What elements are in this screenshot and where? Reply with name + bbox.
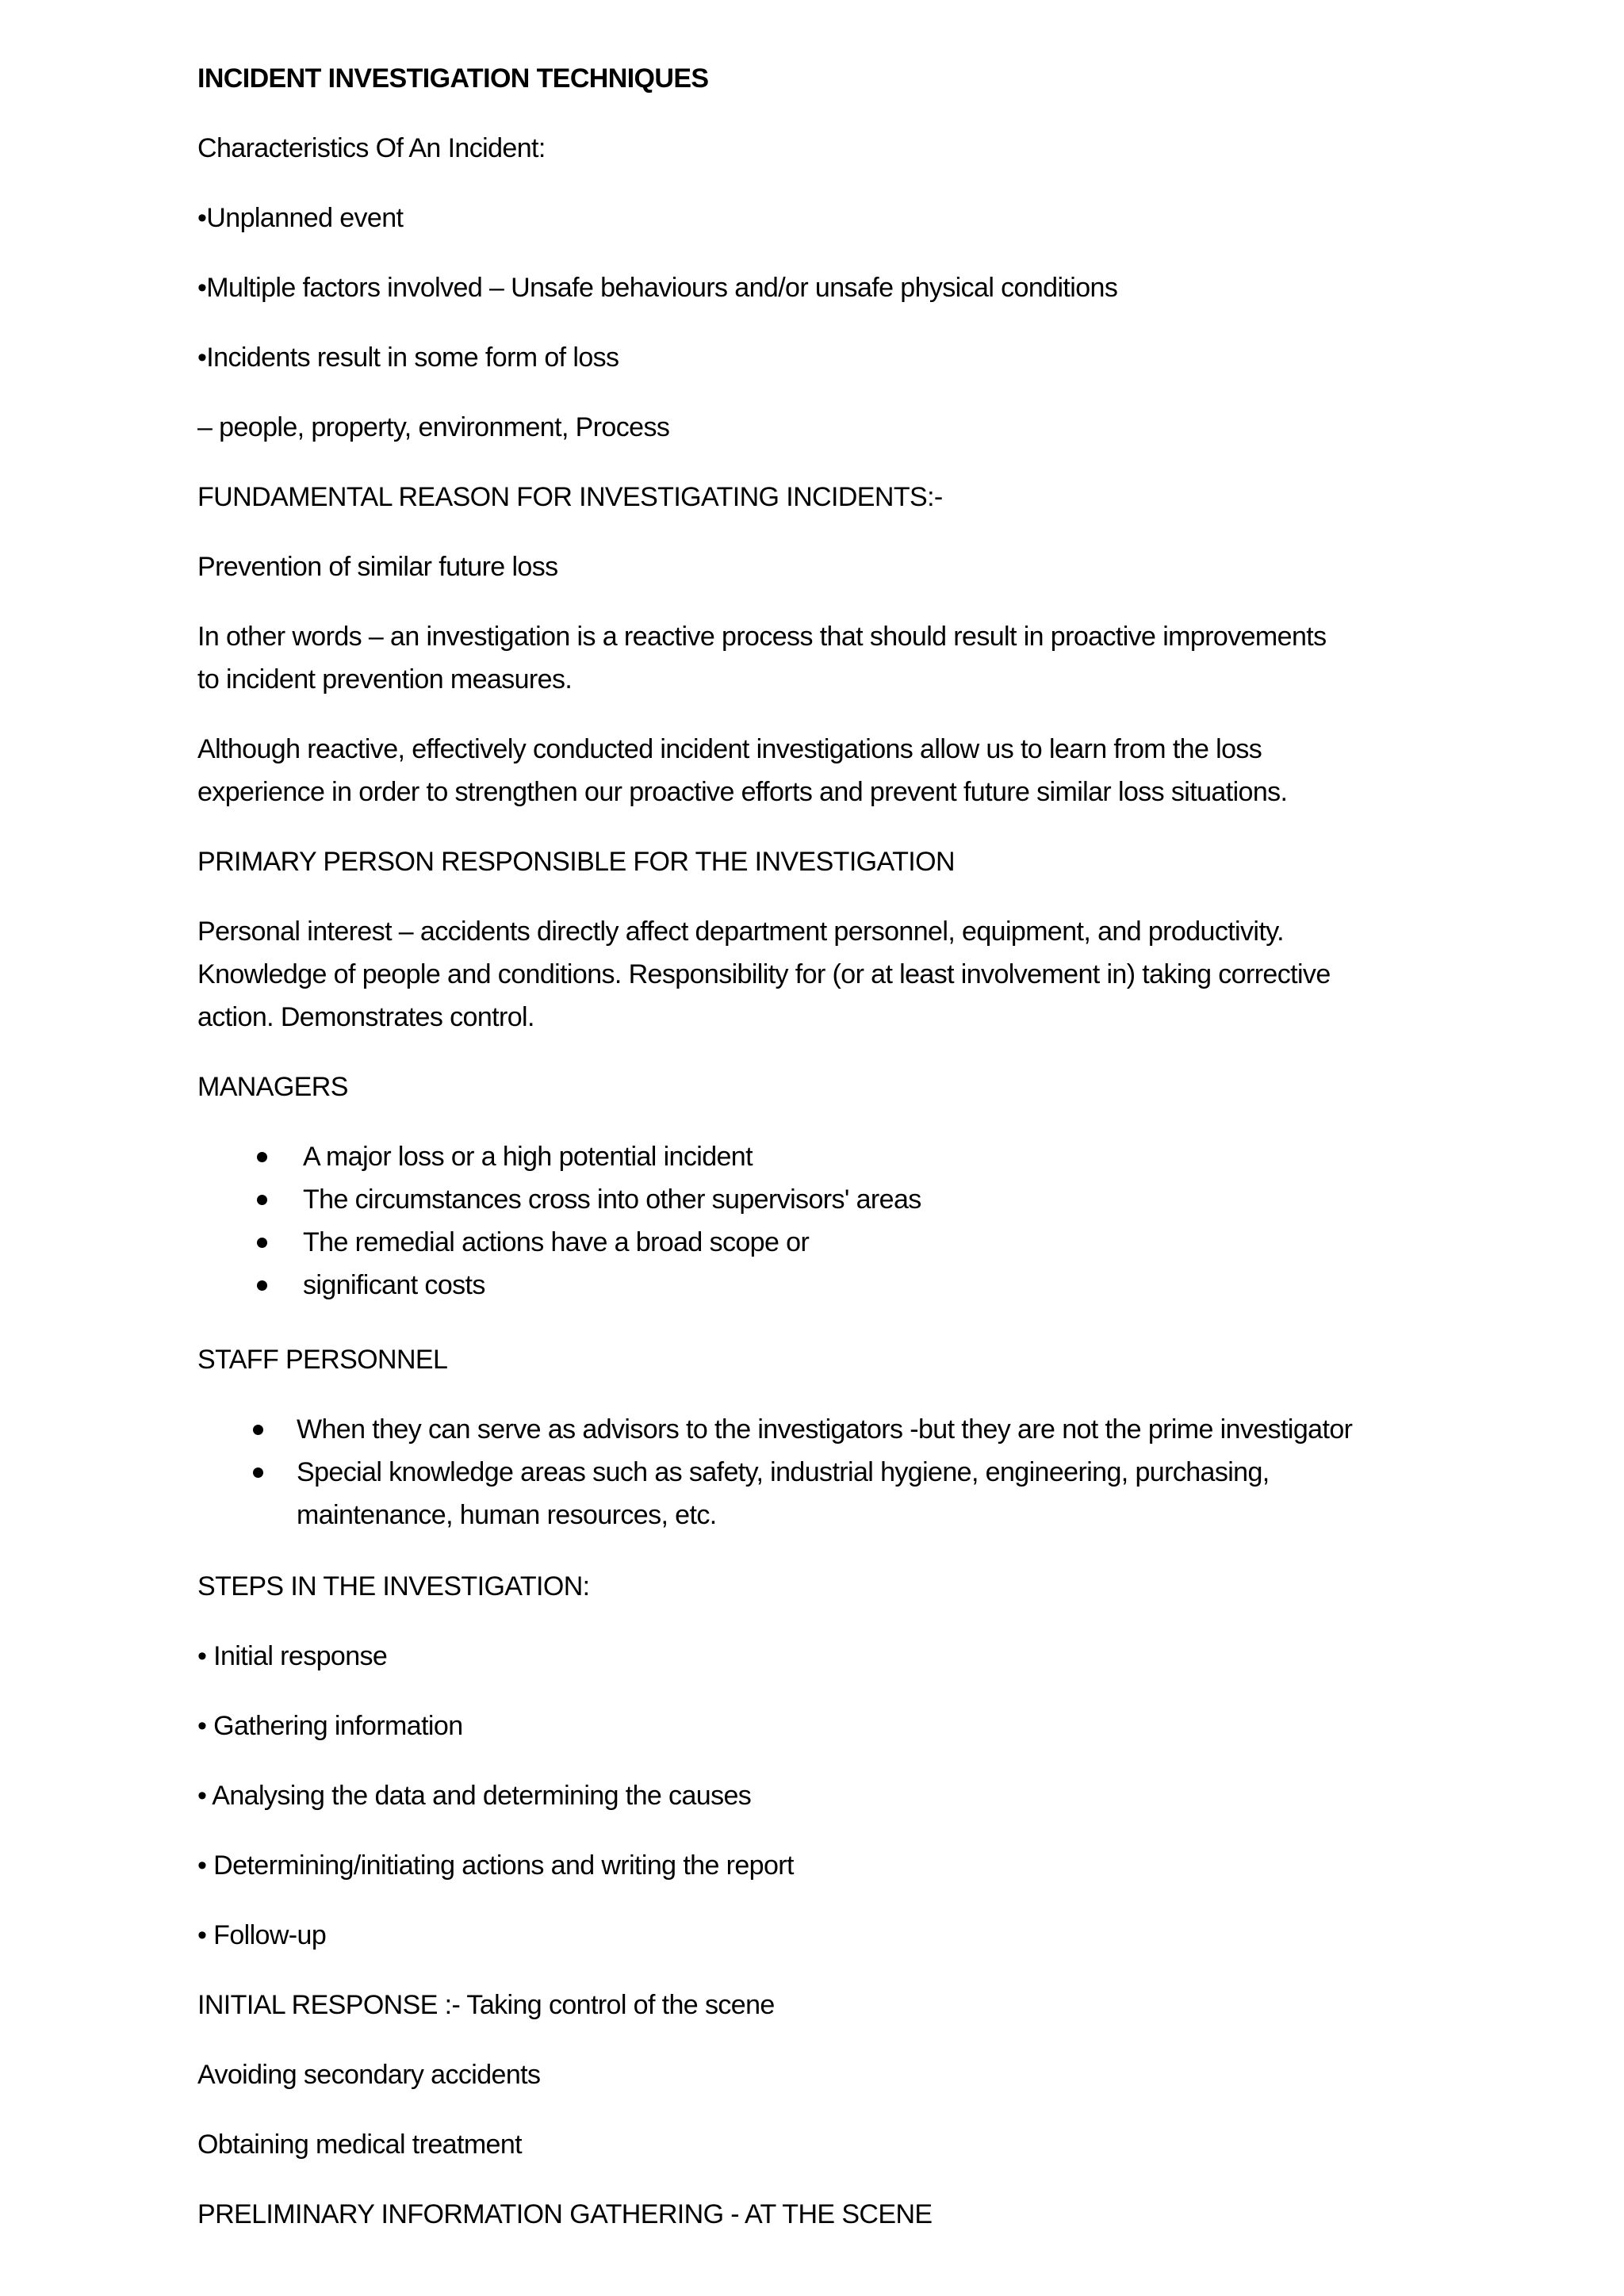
paragraph-line: In other words – an investigation is a reactive process that should result in proactive improvements xyxy=(197,622,1327,652)
paragraph-line: Knowledge of people and conditions. Responsibility for (or at least involvement in) taking corrective xyxy=(197,959,1331,989)
bullet-icon xyxy=(253,1425,263,1435)
bullet-icon xyxy=(257,1195,267,1205)
staff-list xyxy=(297,1408,1352,1536)
list-item-text: A major loss or a high potential incident xyxy=(303,1142,753,1172)
paragraph-line: Personal interest – accidents directly affect department personnel, equipment, and productivity. xyxy=(197,916,1284,947)
paragraph-line: Although reactive, effectively conducted incident investigations allow us to learn from the loss xyxy=(197,734,1262,764)
characteristic-item: •Multiple factors involved – Unsafe behaviours and/or unsafe physical conditions xyxy=(197,273,1118,303)
characteristic-item: •Incidents result in some form of loss xyxy=(197,342,619,373)
initial-response-heading: INITIAL RESPONSE :- Taking control of the scene xyxy=(197,1990,775,2020)
initial-response-line: Obtaining medical treatment xyxy=(197,2130,523,2160)
list-item-text: significant costs xyxy=(303,1270,485,1300)
steps-heading: STEPS IN THE INVESTIGATION: xyxy=(197,1571,590,1601)
characteristic-item: •Unplanned event xyxy=(197,203,404,233)
initial-response-line: Avoiding secondary accidents xyxy=(197,2060,541,2090)
list-item xyxy=(303,1135,921,1178)
list-item-text: The remedial actions have a broad scope or xyxy=(303,1227,810,1257)
characteristic-item: – people, property, environment, Process xyxy=(197,412,670,442)
fundamental-text: Prevention of similar future loss xyxy=(197,552,558,582)
paragraph-line: action. Demonstrates control. xyxy=(197,1002,534,1032)
managers-heading: MANAGERS xyxy=(197,1072,348,1102)
list-item xyxy=(303,1178,921,1221)
list-item-text: The circumstances cross into other supervisors' areas xyxy=(303,1184,921,1215)
step-item: • Gathering information xyxy=(197,1711,463,1741)
step-item: • Follow-up xyxy=(197,1920,327,1950)
list-item xyxy=(297,1408,1352,1451)
fundamental-paragraph-2 xyxy=(197,728,1466,813)
paragraph-line: to incident prevention measures. xyxy=(197,664,573,695)
list-item xyxy=(303,1264,921,1307)
primary-paragraph xyxy=(197,910,1466,1039)
bullet-icon xyxy=(257,1152,267,1162)
preliminary-heading: PRELIMINARY INFORMATION GATHERING - AT THE SCENE xyxy=(197,2199,933,2229)
bullet-icon xyxy=(257,1238,267,1248)
paragraph-line: experience in order to strengthen our proactive efforts and prevent future similar loss situations. xyxy=(197,777,1288,807)
characteristics-heading: Characteristics Of An Incident: xyxy=(197,133,546,163)
list-item-text: maintenance, human resources, etc. xyxy=(297,1500,717,1530)
list-item xyxy=(303,1221,921,1264)
step-item: • Initial response xyxy=(197,1641,388,1671)
managers-list xyxy=(303,1135,921,1307)
step-item: • Determining/initiating actions and writing the report xyxy=(197,1850,794,1881)
fundamental-paragraph-1 xyxy=(197,615,1466,701)
document-title: INCIDENT INVESTIGATION TECHNIQUES xyxy=(197,63,709,94)
list-item-text: Special knowledge areas such as safety, industrial hygiene, engineering, purchasing, xyxy=(297,1457,1270,1487)
primary-heading: PRIMARY PERSON RESPONSIBLE FOR THE INVESTIGATION xyxy=(197,847,955,877)
list-item-text: When they can serve as advisors to the investigators -but they are not the prime investigator xyxy=(297,1414,1353,1445)
step-item: • Analysing the data and determining the causes xyxy=(197,1781,752,1811)
fundamental-heading: FUNDAMENTAL REASON FOR INVESTIGATING INCIDENTS:- xyxy=(197,482,943,512)
staff-heading: STAFF PERSONNEL xyxy=(197,1345,448,1375)
bullet-icon xyxy=(253,1468,263,1478)
list-item xyxy=(297,1451,1352,1536)
bullet-icon xyxy=(257,1280,267,1291)
